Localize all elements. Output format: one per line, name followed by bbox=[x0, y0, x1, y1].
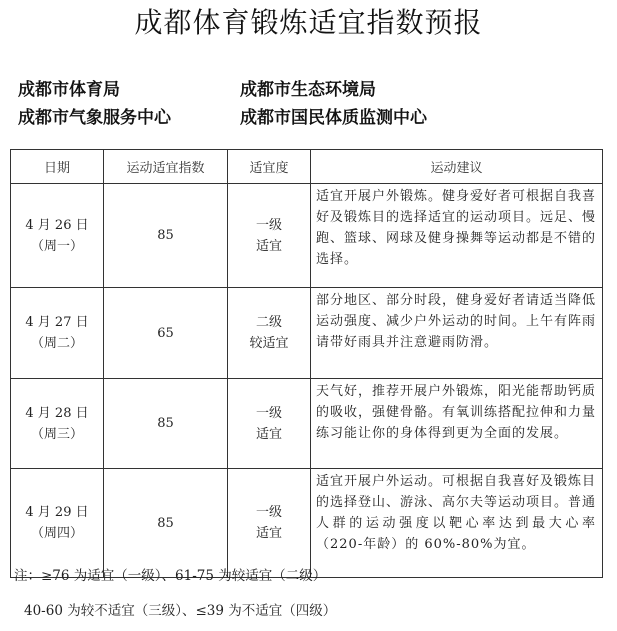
date-cell bbox=[11, 184, 104, 288]
date-text: 4 月 27 日 bbox=[25, 315, 89, 330]
level-grade: 二级 bbox=[255, 315, 282, 330]
date-cell bbox=[11, 469, 104, 578]
advice-cell: 适宜开展户外运动。可根据自我喜好及锻炼目的选择登山、游泳、高尔夫等运动项目。普通人群的运动强度以靶心率达到最大心率（220-年龄）的 60%-80%为宜。 bbox=[311, 469, 603, 578]
org-weather-service: 成都市气象服务中心 bbox=[18, 108, 171, 128]
level-label: 适宜 bbox=[255, 426, 282, 442]
table-row bbox=[11, 469, 603, 578]
level-label: 较适宜 bbox=[249, 336, 289, 351]
date-text: 4 月 26 日 bbox=[25, 217, 89, 233]
advice-cell: 适宜开展户外锻炼。健身爱好者可根据自我喜好及锻炼目的选择适宜的运动项目。远足、慢跑、篮球、网球及健身操舞等运动都是不错的选择。 bbox=[311, 184, 603, 288]
weekday-text: （周一） bbox=[30, 238, 83, 254]
header-date: 日期 bbox=[11, 150, 104, 184]
table-header-row bbox=[11, 150, 603, 184]
index-cell: 85 bbox=[104, 469, 228, 578]
org-ecology-bureau: 成都市生态环境局 bbox=[240, 80, 376, 100]
level-label: 适宜 bbox=[255, 238, 282, 254]
table-row bbox=[11, 184, 603, 288]
weekday-text: （周四） bbox=[30, 526, 83, 541]
weekday-text: （周三） bbox=[30, 426, 83, 442]
table-row bbox=[11, 379, 603, 469]
org-sports-bureau: 成都市体育局 bbox=[18, 80, 120, 100]
index-cell: 65 bbox=[104, 288, 228, 379]
level-cell bbox=[228, 379, 311, 469]
advice-cell: 天气好，推荐开展户外锻炼，阳光能帮助钙质的吸收，强健骨骼。有氧训练搭配拉伸和力量练习能让你的身体得到更为全面的发展。 bbox=[311, 379, 603, 469]
date-text: 4 月 29 日 bbox=[25, 505, 89, 520]
header-index: 运动适宜指数 bbox=[104, 150, 228, 184]
index-cell: 85 bbox=[104, 184, 228, 288]
date-text: 4 月 28 日 bbox=[25, 405, 89, 421]
level-cell bbox=[228, 184, 311, 288]
forecast-table bbox=[10, 149, 603, 578]
level-grade: 一级 bbox=[255, 217, 282, 233]
level-cell bbox=[228, 288, 311, 379]
page-title: 成都体育锻炼适宜指数预报 bbox=[134, 6, 483, 39]
advice-cell: 部分地区、部分时段，健身爱好者请适当降低运动强度、减少户外运动的时间。上午有阵雨请带好雨具并注意避雨防滑。 bbox=[311, 288, 603, 379]
weekday-text: （周二） bbox=[30, 336, 83, 351]
level-cell bbox=[228, 469, 311, 578]
header-level: 适宜度 bbox=[228, 150, 311, 184]
legend-note-line-1: 注：≥76 为适宜（一级）、61-75 为较适宜（二级） bbox=[14, 568, 327, 584]
level-grade: 一级 bbox=[255, 405, 282, 421]
level-label: 适宜 bbox=[255, 526, 282, 541]
date-cell bbox=[11, 379, 104, 469]
org-fitness-monitoring: 成都市国民体质监测中心 bbox=[240, 108, 427, 128]
index-cell: 85 bbox=[104, 379, 228, 469]
header-advice: 运动建议 bbox=[311, 150, 603, 184]
date-cell bbox=[11, 288, 104, 379]
legend-note-line-2: 40-60 为较不适宜（三级）、≤39 为不适宜（四级） bbox=[24, 603, 337, 619]
level-grade: 一级 bbox=[255, 505, 282, 520]
table-row bbox=[11, 288, 603, 379]
